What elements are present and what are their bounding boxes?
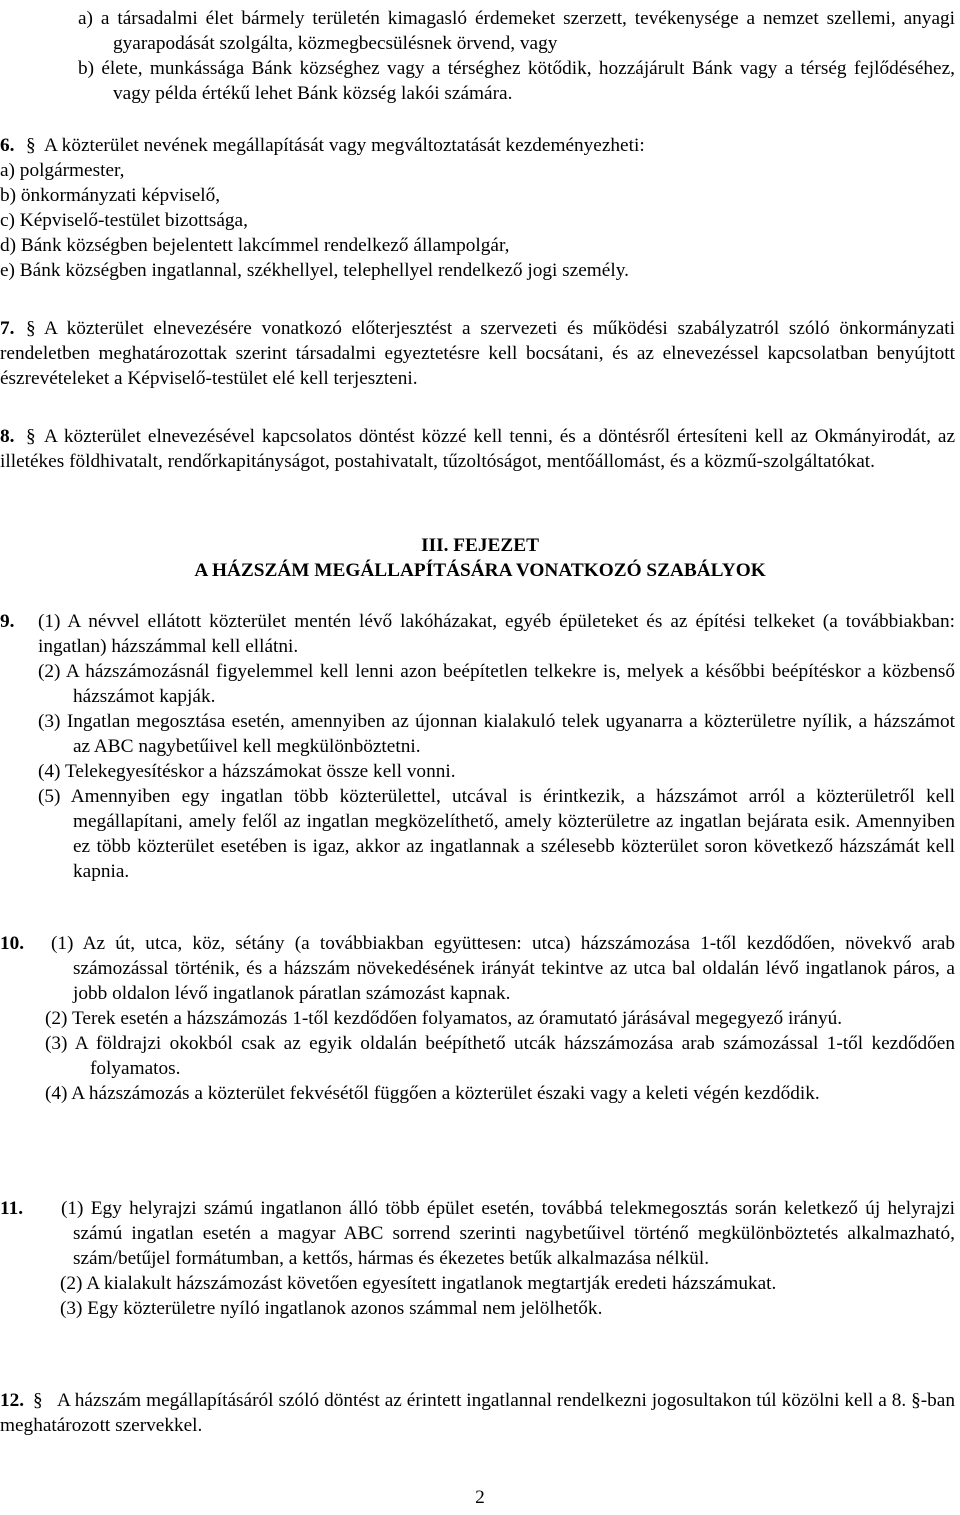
section-6-lead [0,133,955,158]
section-10 [0,931,955,1106]
section-9 [0,609,955,884]
section-number: 8. [0,426,15,447]
list-item-b: b) élete, munkássága Bánk községhez vagy a térséghez kötődik, hozzájárult Bánk vagy a térség fejlődéséhez, vagy példa értékű lehet Bánk község lakói számára. [78,58,955,104]
paragraph-text: (1) Az út, utca, köz, sétány (a továbbiakban együttesen: utca) házszámozása 1-től kezdődően, növekvő arab számozással történik, és a házszám növekedésének irányát tekintve az utca bal oldalán lévő ingatlanok páros, a jobb oldalon lévő ingatlanok páratlan számozást kapnak. [51,933,955,1004]
page-number: 2 [475,1487,485,1508]
paragraph-sign: § [26,135,36,156]
section-11-p1 [0,1196,955,1271]
list-item: e) Bánk községben ingatlannal, székhellyel, telephellyel rendelkező jogi személy. [0,260,629,281]
chapter-title: III. FEJEZET [421,535,539,556]
section-number: 10. [0,933,25,954]
section-9-p5: (5) Amennyiben egy ingatlan több közterülettel, utcával is érintkezik, a házszámot arról a közterületről kell megállapítani, amely felől az ingatlan megközelíthető, amely közterületre az ingatlan bejárata esik. Amennyiben ez több közterület esetében is igaz, akkor az ingatlannak a szélesebb közterület soron következő házszámát kell kapnia. [38,786,955,882]
list-item: c) Képviselő-testület bizottsága, [0,210,248,231]
paragraph-text: (1) A névvel ellátott közterület mentén lévő lakóházakat, egyéb épületeket és az építési telkeket (a továbbiakban: ingatlan) házszámmal kell ellátni. [38,611,955,657]
section-8 [0,424,955,474]
paragraph-sign: § [33,1390,43,1411]
list-item-a: a) a társadalmi élet bármely területén kimagasló érdemeket szerzett, tevékenysége a nemzet szellemi, anyagi gyarapodását szolgálta, közmegbecsülésnek örvend, vagy [78,8,955,54]
section-12-paragraph [0,1388,955,1438]
section-11-p2: (2) A kialakult házszámozást követően egyesített ingatlanok megtartják eredeti házszámukat. [60,1273,777,1294]
section-9-p1 [0,609,955,659]
list-item: d) Bánk községben bejelentett lakcímmel rendelkező állampolgár, [0,235,510,256]
section-number: 6. [0,135,15,156]
section-12-text: A házszám megállapításáról szóló döntést az érintett ingatlannal rendelkezni jogosultakon túl közölni kell a 8. §-ban meghatározott szervekkel. [0,1390,955,1436]
section-number: 11. [0,1198,24,1219]
section-9-p3: (3) Ingatlan megosztása esetén, amennyiben az újonnan kialakuló telek ugyanarra a közterületre nyílik, a házszámot az ABC nagybetűivel kell megkülönböztetni. [38,711,955,757]
section-9-p2: (2) A házszámozásnál figyelemmel kell lenni azon beépítetlen telkekre is, melyek a későbbi beépítéskor a közbenső házszámot kapják. [38,661,955,707]
item-list-top [78,6,955,106]
paragraph-sign [33,931,51,956]
section-7-text: A közterület elnevezésére vonatkozó előterjesztést a szervezeti és működési szabályzatról szóló önkormányzati rendeletben meghatározottak szerint társadalmi egyeztetésre kell bocsátani, és az elnevezéssel kapcsolatban benyújtott észrevételeket a Képviselő-testület elé kell terjeszteni. [0,318,955,389]
section-7 [0,316,955,391]
section-number: 7. [0,318,15,339]
paragraph-sign: § [26,318,36,339]
paragraph-text: (1) Egy helyrajzi számú ingatlanon álló több épület esetén, továbbá telekmegosztás során keletkező új helyrajzi számú ingatlan esetén a magyar ABC sorrend szerinti nagybetűivel történő megkülönböztetés alkalmazható, szám/betűjel formátumban, a kettős, hármas és ékezetes betűk alkalmazása nélkül. [61,1198,955,1269]
section-number: 9. [0,611,15,632]
paragraph-sign [33,1196,61,1221]
section-10-p3: (3) A földrajzi okokból csak az egyik oldalán beépíthető utcák házszámozása arab számozással 1-től kezdődően folyamatos. [45,1033,955,1079]
section-8-paragraph [0,424,955,474]
paragraph-sign [20,609,38,634]
section-11 [0,1196,955,1321]
section-6 [0,133,955,283]
section-8-text: A közterület elnevezésével kapcsolatos döntést közzé kell tenni, és a döntésről értesíteni kell az Okmányirodát, az illetékes földhivatalt, rendőrkapitányságot, postahivatalt, tűzoltóságot, mentőállomást, és a közmű-szolgáltatókat. [0,426,955,472]
section-9-p4: (4) Telekegyesítéskor a házszámokat össze kell vonni. [38,761,456,782]
paragraph-sign: § [26,426,36,447]
section-7-paragraph [0,316,955,391]
section-10-p4: (4) A házszámozás a közterület fekvésétől függően a közterület északi vagy a keleti végén kezdődik. [45,1083,820,1104]
section-11-p3: (3) Egy közterületre nyíló ingatlanok azonos számmal nem jelölhetők. [60,1298,603,1319]
section-12 [0,1388,955,1438]
list-item: b) önkormányzati képviselő, [0,185,221,206]
section-number: 12. [0,1390,25,1411]
section-10-p1 [0,931,955,1006]
section-6-text: A közterület nevének megállapítását vagy megváltoztatását kezdeményezheti: [44,135,645,156]
section-10-p2: (2) Terek esetén a házszámozás 1-től kezdődően folyamatos, az óramutató járásával megegyező irányú. [45,1008,843,1029]
chapter-subtitle: A HÁZSZÁM MEGÁLLAPÍTÁSÁRA VONATKOZÓ SZABÁLYOK [194,560,766,581]
list-item: a) polgármester, [0,160,125,181]
